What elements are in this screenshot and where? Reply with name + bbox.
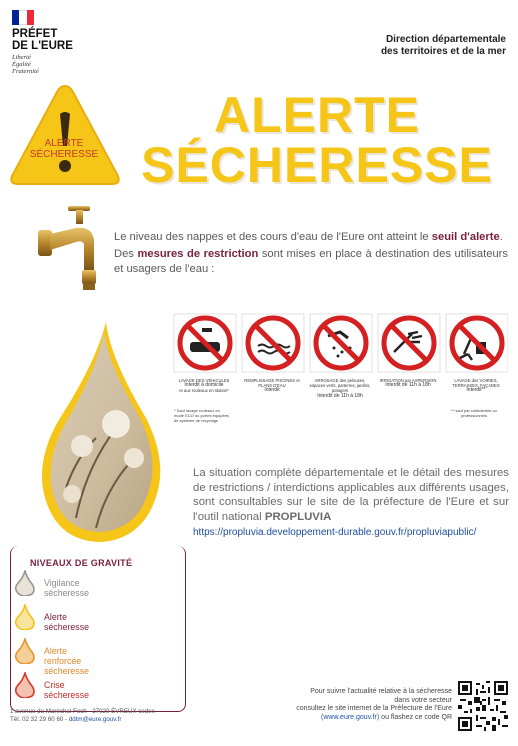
warning-triangle-icon	[6, 80, 124, 190]
contact-address: 1 avenue du Maréchal Foch - 27020 ÉVREUX cedex Tél. 02 32 29 60 60 - ddtm@eure.gouv.fr	[10, 708, 155, 723]
no-pool-filling-icon	[242, 314, 304, 372]
gravity-levels-box	[10, 546, 186, 712]
alerte-drop-icon	[14, 604, 36, 630]
prefecture-link[interactable]: (www.eure.gouv.fr)	[321, 713, 380, 721]
level-alerte-renforcee: Alerte renforcée sécheresse	[44, 646, 89, 676]
level-vigilance: Vigilance sécheresse	[44, 578, 89, 598]
no-irrigation-icon	[378, 314, 440, 372]
french-flag-icon	[12, 10, 34, 25]
crise-drop-icon	[14, 672, 36, 698]
restriction-label-pool: REMPLISSAGE PISCINES et PLANS D'EAU Interdit	[244, 378, 300, 394]
qr-code[interactable]	[458, 681, 508, 731]
ddtm-heading: Direction départementale des territoires et de la mer	[380, 34, 506, 57]
restriction-icons	[172, 312, 508, 374]
no-car-wash-icon	[174, 314, 236, 372]
intro-text: Le niveau des nappes et des cours d'eau de l'Eure ont atteint le seuil d'alerte. Des mesures de restriction sont mises en place à destination des utilisateurs et usagers de l'eau :	[114, 231, 508, 275]
restriction-label-car-wash: LAVAGE DES VÉHICULES Interdit à domicile et aux rouleaux en station*	[178, 378, 230, 394]
restriction-label-irrigation: IRRIGATION par ASPERSION Interdit de 11h à 18h	[379, 378, 437, 389]
gravity-levels-title: NIVEAUX DE GRAVITÉ	[30, 558, 133, 568]
alerte-renforcee-drop-icon	[14, 638, 36, 664]
badge-label: ALERTE SÉCHERESSE	[29, 138, 99, 160]
republic-motto: Liberté Égalité Fraternité	[12, 54, 39, 75]
footnote-surface-washing: ** sauf par collectivités ou professionnels	[451, 408, 497, 418]
footnote-car-wash: * Sauf lavage rouleaux en mode ECO ou portes équipées de système de recyclage	[174, 408, 229, 423]
no-surface-washing-icon	[446, 314, 508, 372]
prefet-title: PRÉFET DE L'EURE	[12, 28, 73, 52]
level-alerte: Alerte sécheresse	[44, 612, 89, 632]
water-drop-thistle-image	[36, 318, 166, 548]
restriction-label-watering: ARROSAGE des pelouses, espaces verts, parterres, jardins, potagers Interdit de 11h à 18h	[309, 378, 371, 399]
level-crise: Crise sécheresse	[44, 680, 89, 700]
no-watering-icon	[310, 314, 372, 372]
poster-title: ALERTE SÉCHERESSE	[141, 87, 493, 193]
water-tap-icon	[36, 200, 116, 310]
propluvia-link[interactable]: https://propluvia.developpement-durable.gouv.fr/propluviapublic/	[193, 527, 477, 538]
follow-text: Pour suivre l'actualité relative à la sécheresse dans votre secteur consultez le site internet de la Préfecture de l'Eure (www.eure.gouv.fr) ou flashez ce code QR	[296, 688, 452, 721]
contact-email[interactable]: ddtm@eure.gouv.fr	[68, 716, 122, 723]
situation-text: La situation complète départementale et le détail des mesures de restrictions / interdictions applicables aux différents usages, sont consultables sur le site de la préfecture de l'Eure et sur l'outil national PROPLUVIA	[193, 467, 509, 523]
vigilance-drop-icon	[14, 570, 36, 596]
restriction-label-surface-washing: LAVAGE des VOIRIES, TERRASSES, FAÇADES Interdit**	[452, 378, 500, 394]
